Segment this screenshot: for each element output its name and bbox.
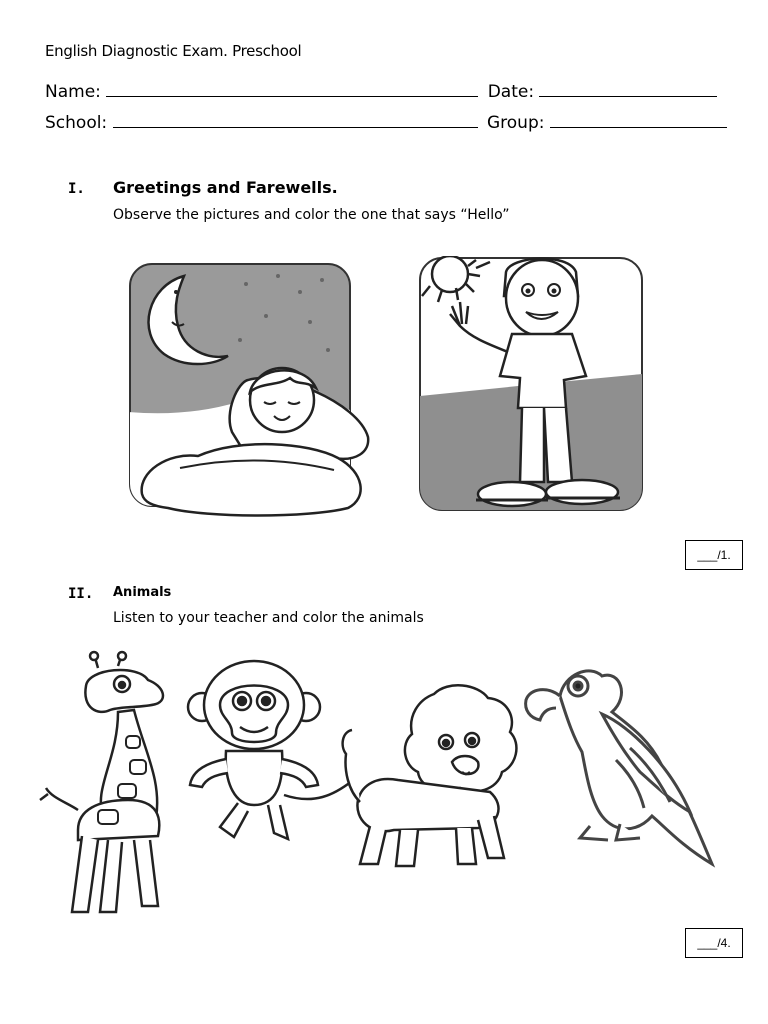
night-picture[interactable] [128,262,374,518]
section2-title: Animals [113,585,172,600]
name-date-row [45,82,717,102]
name-label: Name: [45,82,101,102]
section1-instruction: Observe the pictures and color the one that says “Hello” [113,207,510,223]
exam-title: English Diagnostic Exam. Preschool [45,42,302,60]
section2-numeral: II. [68,586,94,602]
school-group-row [45,113,727,133]
day-picture[interactable] [416,256,646,514]
section1-score-box: ___/1. [685,540,743,570]
section2-score-box: ___/4. [685,928,743,958]
lion-icon[interactable] [338,680,528,870]
giraffe-icon[interactable] [38,650,178,920]
date-label: Date: [487,82,535,102]
section1-numeral: I. [68,181,85,197]
parrot-icon[interactable] [520,656,716,876]
name-field[interactable] [106,82,478,97]
section1-title: Greetings and Farewells. [113,178,338,197]
group-field[interactable] [550,113,727,128]
monkey-icon[interactable] [184,655,356,855]
group-label: Group: [486,113,545,133]
school-field[interactable] [113,113,478,128]
section2-instruction: Listen to your teacher and color the animals [113,610,424,626]
school-label: School: [45,113,108,133]
date-field[interactable] [539,82,717,97]
